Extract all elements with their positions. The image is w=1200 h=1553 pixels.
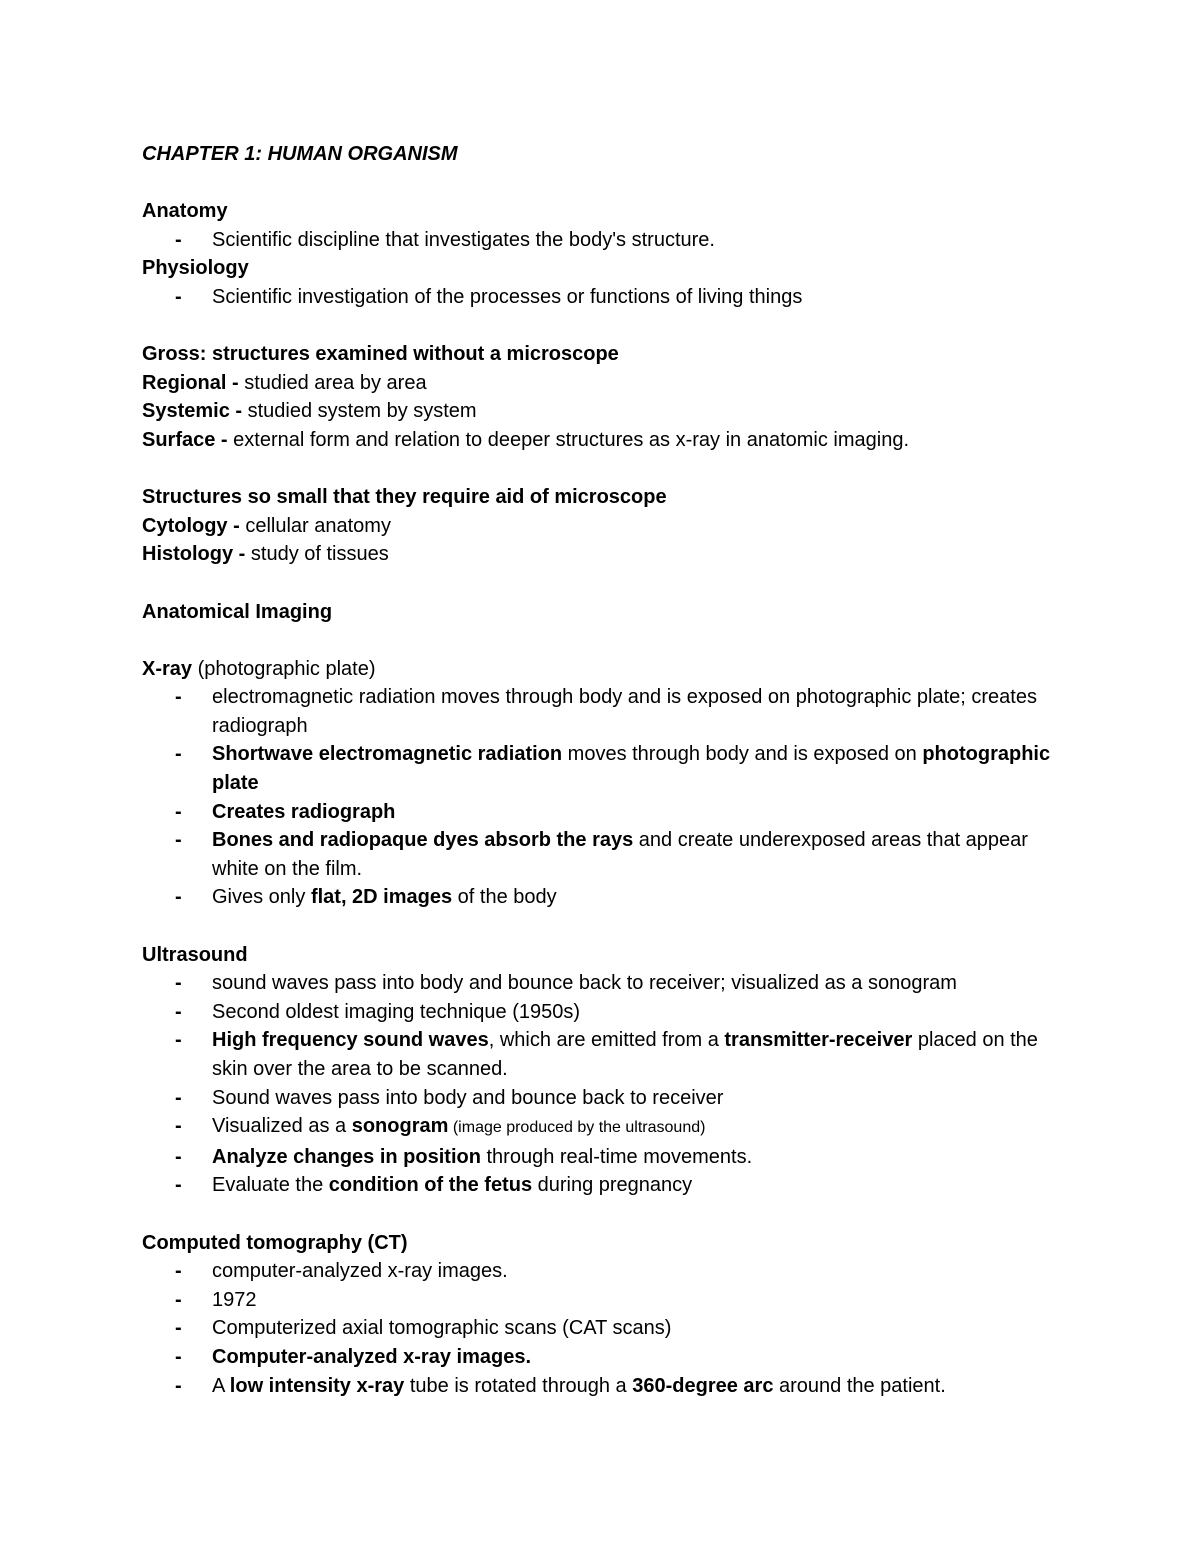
list-item: - A low intensity x-ray tube is rotated through a 360-degree arc around the patient. [142, 1372, 1062, 1401]
list-item: - Visualized as a sonogram (image produced by the ultrasound) [142, 1112, 1062, 1143]
surface-line: Surface - external form and relation to deeper structures as x-ray in anatomic imaging. [142, 428, 910, 451]
anatomy-list [142, 226, 1062, 255]
chapter-title: CHAPTER 1: HUMAN ORGANISM [142, 143, 458, 165]
list-item: - sound waves pass into body and bounce back to receiver; visualized as a sonogram [142, 969, 1062, 998]
list-item: - Scientific investigation of the processes or functions of living things [142, 283, 1062, 312]
ultrasound-heading: Ultrasound [142, 943, 248, 966]
ct-list [142, 1257, 1062, 1400]
histology-line: Histology - study of tissues [142, 543, 389, 566]
list-item: - High frequency sound waves, which are emitted from a transmitter-receiver placed on the skin over the area to be scanned. [142, 1026, 1062, 1083]
xray-list [142, 683, 1062, 912]
list-item: - 1972 [142, 1286, 1062, 1315]
physiology-heading: Physiology [142, 257, 249, 280]
anatomy-heading: Anatomy [142, 200, 228, 223]
imaging-heading: Anatomical Imaging [142, 600, 333, 623]
list-item: - Sound waves pass into body and bounce back to receiver [142, 1084, 1062, 1113]
list-item: - Second oldest imaging technique (1950s) [142, 998, 1062, 1027]
regional-line: Regional - studied area by area [142, 371, 427, 394]
list-item: - Shortwave electromagnetic radiation moves through body and is exposed on photographic plate [142, 740, 1062, 797]
list-item: - Computerized axial tomographic scans (CAT scans) [142, 1314, 1062, 1343]
list-item: - Analyze changes in position through real-time movements. [142, 1143, 1062, 1172]
xray-heading: X-ray (photographic plate) [142, 657, 376, 680]
list-item: - Computer-analyzed x-ray images. [142, 1343, 1062, 1372]
ct-heading: Computed tomography (CT) [142, 1231, 408, 1254]
list-item: - Bones and radiopaque dyes absorb the rays and create underexposed areas that appear white on the film. [142, 826, 1062, 883]
cytology-line: Cytology - cellular anatomy [142, 514, 391, 537]
list-item: - Creates radiograph [142, 798, 1062, 827]
physiology-list [142, 283, 1062, 312]
list-item: - Evaluate the condition of the fetus during pregnancy [142, 1171, 1062, 1200]
ultrasound-list [142, 969, 1062, 1200]
gross-heading: Gross: structures examined without a microscope [142, 343, 619, 366]
list-item: - Scientific discipline that investigates the body's structure. [142, 226, 1062, 255]
document-page [142, 140, 1062, 1400]
list-item: - electromagnetic radiation moves through body and is exposed on photographic plate; creates radiograph [142, 683, 1062, 740]
list-item: - Gives only flat, 2D images of the body [142, 883, 1062, 912]
list-item: - computer-analyzed x-ray images. [142, 1257, 1062, 1286]
microscope-heading: Structures so small that they require aid of microscope [142, 486, 667, 509]
systemic-line: Systemic - studied system by system [142, 400, 477, 423]
